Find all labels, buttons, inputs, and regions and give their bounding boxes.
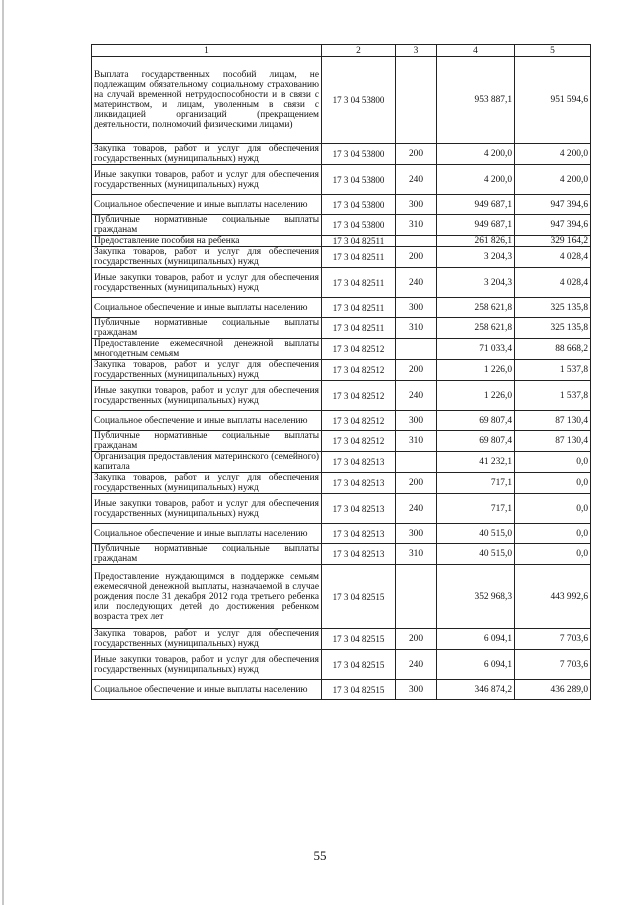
table-row <box>92 268 591 298</box>
amount-year2-cell: 4 200,0 <box>515 165 591 195</box>
name-cell: Иные закупки товаров, работ и услуг для обеспечения государственных (муниципальных) нужд <box>92 650 322 680</box>
scan-edge-shadow <box>2 0 4 905</box>
table-row <box>92 494 591 524</box>
expense-type-cell: 310 <box>396 318 437 339</box>
table-row <box>92 565 591 629</box>
table-row <box>92 165 591 195</box>
amount-year1-cell: 71 033,4 <box>437 339 515 360</box>
expense-type-cell: 240 <box>396 650 437 680</box>
amount-year1-cell: 6 094,1 <box>437 650 515 680</box>
column-header: 5 <box>515 45 591 57</box>
amount-year1-cell: 1 226,0 <box>437 381 515 411</box>
table-row <box>92 195 591 215</box>
code-cell: 17 3 04 82511 <box>322 318 396 339</box>
amount-year2-cell: 436 289,0 <box>515 680 591 700</box>
name-cell: Закупка товаров, работ и услуг для обеспечения государственных (муниципальных) нужд <box>92 247 322 268</box>
amount-year2-cell: 4 200,0 <box>515 144 591 165</box>
expense-type-cell: 300 <box>396 195 437 215</box>
table-row <box>92 431 591 452</box>
name-cell: Иные закупки товаров, работ и услуг для обеспечения государственных (муниципальных) нужд <box>92 494 322 524</box>
name-cell: Социальное обеспечение и иные выплаты населению <box>92 298 322 318</box>
table-row <box>92 629 591 650</box>
table-row <box>92 339 591 360</box>
expense-type-cell: 240 <box>396 494 437 524</box>
amount-year2-cell: 325 135,8 <box>515 318 591 339</box>
amount-year1-cell: 346 874,2 <box>437 680 515 700</box>
name-cell: Предоставление ежемесячной денежной выплаты многодетным семьям <box>92 339 322 360</box>
amount-year2-cell: 0,0 <box>515 544 591 565</box>
amount-year1-cell: 69 807,4 <box>437 431 515 452</box>
expense-type-cell: 200 <box>396 473 437 494</box>
name-cell: Социальное обеспечение и иные выплаты населению <box>92 680 322 700</box>
amount-year1-cell: 258 621,8 <box>437 318 515 339</box>
expense-type-cell <box>396 339 437 360</box>
table-row <box>92 144 591 165</box>
table-row <box>92 544 591 565</box>
amount-year1-cell: 949 687,1 <box>437 195 515 215</box>
code-cell: 17 3 04 82511 <box>322 268 396 298</box>
amount-year1-cell: 3 204,3 <box>437 247 515 268</box>
code-cell: 17 3 04 53800 <box>322 144 396 165</box>
table-row <box>92 381 591 411</box>
table-row <box>92 650 591 680</box>
amount-year2-cell: 947 394,6 <box>515 195 591 215</box>
code-cell: 17 3 04 82512 <box>322 360 396 381</box>
name-cell: Иные закупки товаров, работ и услуг для обеспечения государственных (муниципальных) нужд <box>92 381 322 411</box>
amount-year2-cell: 1 537,8 <box>515 360 591 381</box>
expense-type-cell: 240 <box>396 268 437 298</box>
table-row <box>92 57 591 144</box>
code-cell: 17 3 04 53800 <box>322 57 396 144</box>
column-header: 1 <box>92 45 322 57</box>
name-cell: Публичные нормативные социальные выплаты гражданам <box>92 215 322 236</box>
amount-year2-cell: 7 703,6 <box>515 629 591 650</box>
table-header-row <box>92 45 591 57</box>
code-cell: 17 3 04 82512 <box>322 339 396 360</box>
name-cell: Предоставление пособия на ребенка <box>92 236 322 247</box>
amount-year2-cell: 7 703,6 <box>515 650 591 680</box>
code-cell: 17 3 04 82511 <box>322 298 396 318</box>
code-cell: 17 3 04 82513 <box>322 494 396 524</box>
expense-type-cell: 300 <box>396 411 437 431</box>
table-row <box>92 298 591 318</box>
name-cell: Иные закупки товаров, работ и услуг для обеспечения государственных (муниципальных) нужд <box>92 268 322 298</box>
amount-year1-cell: 1 226,0 <box>437 360 515 381</box>
table-row <box>92 236 591 247</box>
amount-year1-cell: 258 621,8 <box>437 298 515 318</box>
table-row <box>92 680 591 700</box>
amount-year1-cell: 4 200,0 <box>437 144 515 165</box>
table-row <box>92 452 591 473</box>
name-cell: Организация предоставления материнского (семейного) капитала <box>92 452 322 473</box>
amount-year1-cell: 6 094,1 <box>437 629 515 650</box>
name-cell: Выплата государственных пособий лицам, не подлежащим обязательному социальному страхованию на случай временной нетрудоспособности и в связи с материнством, и лицам, уволенным в связи с ликвидацией организаций (прекращением деятельности, полномочий физическими лицами) <box>92 57 322 144</box>
expense-type-cell: 300 <box>396 680 437 700</box>
expense-type-cell: 200 <box>396 247 437 268</box>
amount-year2-cell: 4 028,4 <box>515 247 591 268</box>
name-cell: Социальное обеспечение и иные выплаты населению <box>92 524 322 544</box>
name-cell: Социальное обеспечение и иные выплаты населению <box>92 411 322 431</box>
amount-year2-cell: 0,0 <box>515 524 591 544</box>
amount-year2-cell: 87 130,4 <box>515 431 591 452</box>
table-row <box>92 247 591 268</box>
name-cell: Публичные нормативные социальные выплаты гражданам <box>92 431 322 452</box>
expense-type-cell <box>396 57 437 144</box>
code-cell: 17 3 04 82512 <box>322 381 396 411</box>
expense-type-cell: 300 <box>396 298 437 318</box>
name-cell: Публичные нормативные социальные выплаты гражданам <box>92 544 322 565</box>
table-row <box>92 318 591 339</box>
code-cell: 17 3 04 82515 <box>322 650 396 680</box>
page-number: 55 <box>313 848 327 863</box>
expense-type-cell: 200 <box>396 144 437 165</box>
amount-year2-cell: 1 537,8 <box>515 381 591 411</box>
amount-year2-cell: 0,0 <box>515 494 591 524</box>
amount-year1-cell: 69 807,4 <box>437 411 515 431</box>
expense-type-cell: 310 <box>396 215 437 236</box>
code-cell: 17 3 04 82515 <box>322 565 396 629</box>
amount-year1-cell: 717,1 <box>437 473 515 494</box>
expense-type-cell: 310 <box>396 431 437 452</box>
column-header: 4 <box>437 45 515 57</box>
amount-year2-cell: 951 594,6 <box>515 57 591 144</box>
amount-year1-cell: 261 826,1 <box>437 236 515 247</box>
amount-year2-cell: 0,0 <box>515 473 591 494</box>
name-cell: Закупка товаров, работ и услуг для обеспечения государственных (муниципальных) нужд <box>92 144 322 165</box>
expense-type-cell: 200 <box>396 629 437 650</box>
code-cell: 17 3 04 82511 <box>322 236 396 247</box>
expense-type-cell: 300 <box>396 524 437 544</box>
amount-year1-cell: 949 687,1 <box>437 215 515 236</box>
name-cell: Социальное обеспечение и иные выплаты населению <box>92 195 322 215</box>
code-cell: 17 3 04 82513 <box>322 544 396 565</box>
amount-year2-cell: 87 130,4 <box>515 411 591 431</box>
amount-year2-cell: 325 135,8 <box>515 298 591 318</box>
amount-year1-cell: 40 515,0 <box>437 524 515 544</box>
amount-year2-cell: 947 394,6 <box>515 215 591 236</box>
expense-type-cell: 310 <box>396 544 437 565</box>
name-cell: Публичные нормативные социальные выплаты гражданам <box>92 318 322 339</box>
code-cell: 17 3 04 82512 <box>322 411 396 431</box>
code-cell: 17 3 04 53800 <box>322 215 396 236</box>
amount-year1-cell: 41 232,1 <box>437 452 515 473</box>
expense-type-cell <box>396 565 437 629</box>
table-row <box>92 473 591 494</box>
name-cell: Закупка товаров, работ и услуг для обеспечения государственных (муниципальных) нужд <box>92 360 322 381</box>
amount-year2-cell: 0,0 <box>515 452 591 473</box>
name-cell: Иные закупки товаров, работ и услуг для обеспечения государственных (муниципальных) нужд <box>92 165 322 195</box>
code-cell: 17 3 04 82515 <box>322 680 396 700</box>
amount-year2-cell: 4 028,4 <box>515 268 591 298</box>
expense-type-cell <box>396 236 437 247</box>
amount-year1-cell: 717,1 <box>437 494 515 524</box>
column-header: 3 <box>396 45 437 57</box>
expense-type-cell: 240 <box>396 165 437 195</box>
column-header: 2 <box>322 45 396 57</box>
budget-table <box>91 44 591 700</box>
expense-type-cell: 200 <box>396 360 437 381</box>
name-cell: Закупка товаров, работ и услуг для обеспечения государственных (муниципальных) нужд <box>92 473 322 494</box>
name-cell: Закупка товаров, работ и услуг для обеспечения государственных (муниципальных) нужд <box>92 629 322 650</box>
table-row <box>92 411 591 431</box>
amount-year1-cell: 953 887,1 <box>437 57 515 144</box>
amount-year1-cell: 4 200,0 <box>437 165 515 195</box>
code-cell: 17 3 04 82512 <box>322 431 396 452</box>
code-cell: 17 3 04 82511 <box>322 247 396 268</box>
expense-type-cell <box>396 452 437 473</box>
amount-year2-cell: 88 668,2 <box>515 339 591 360</box>
expense-type-cell: 240 <box>396 381 437 411</box>
code-cell: 17 3 04 53800 <box>322 195 396 215</box>
amount-year1-cell: 3 204,3 <box>437 268 515 298</box>
amount-year2-cell: 443 992,6 <box>515 565 591 629</box>
name-cell: Предоставление нуждающимся в поддержке семьям ежемесячной денежной выплаты, назначаемой в случае рождения после 31 декабря 2012 года третьего ребенка или последующих детей до достижения ребенком возраста трех лет <box>92 565 322 629</box>
amount-year1-cell: 352 968,3 <box>437 565 515 629</box>
code-cell: 17 3 04 82513 <box>322 473 396 494</box>
table-row <box>92 215 591 236</box>
code-cell: 17 3 04 82513 <box>322 452 396 473</box>
table-row <box>92 524 591 544</box>
code-cell: 17 3 04 82513 <box>322 524 396 544</box>
amount-year1-cell: 40 515,0 <box>437 544 515 565</box>
code-cell: 17 3 04 53800 <box>322 165 396 195</box>
amount-year2-cell: 329 164,2 <box>515 236 591 247</box>
code-cell: 17 3 04 82515 <box>322 629 396 650</box>
table-row <box>92 360 591 381</box>
